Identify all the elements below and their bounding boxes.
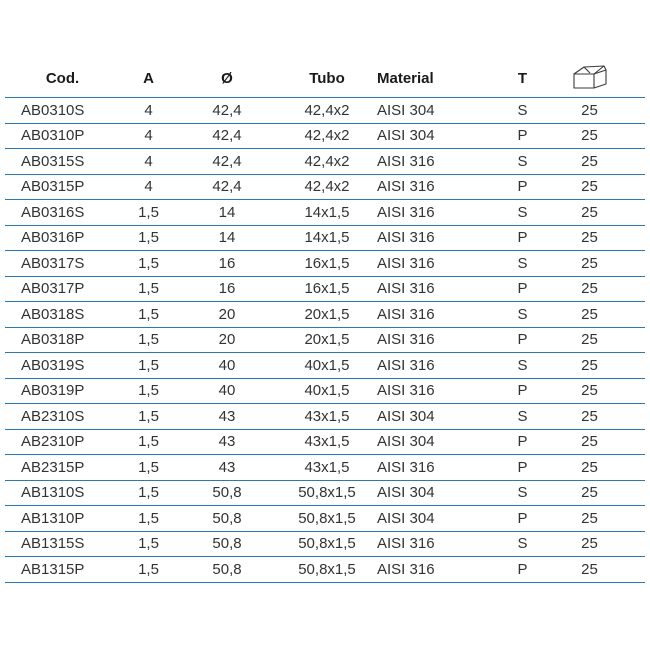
product-spec-table [5,60,645,583]
cell-code: AB0317S [5,251,120,277]
cell-package-qty: 25 [560,480,645,506]
cell-a: 4 [120,98,177,124]
cell-tubo: 43x1,5 [277,429,377,455]
cell-code: AB0310P [5,123,120,149]
table-row [5,225,645,251]
cell-type: S [485,404,560,430]
table-row [5,251,645,277]
cell-type: S [485,98,560,124]
cell-material: AISI 316 [377,251,485,277]
cell-material: AISI 316 [377,557,485,583]
cell-material: AISI 304 [377,404,485,430]
cell-code: AB0319S [5,353,120,379]
cell-material: AISI 304 [377,506,485,532]
cell-tubo: 16x1,5 [277,251,377,277]
cell-diameter: 43 [177,404,277,430]
cell-tubo: 43x1,5 [277,455,377,481]
table-row [5,378,645,404]
cell-tubo: 50,8x1,5 [277,531,377,557]
table-row [5,123,645,149]
cell-a: 1,5 [120,480,177,506]
cell-package-qty: 25 [560,404,645,430]
package-box-icon [570,64,610,94]
cell-a: 1,5 [120,506,177,532]
cell-tubo: 40x1,5 [277,353,377,379]
cell-type: P [485,557,560,583]
cell-a: 1,5 [120,404,177,430]
cell-material: AISI 316 [377,455,485,481]
cell-tubo: 50,8x1,5 [277,506,377,532]
cell-type: P [485,174,560,200]
cell-package-qty: 25 [560,378,645,404]
cell-diameter: 16 [177,276,277,302]
cell-material: AISI 316 [377,302,485,328]
cell-type: P [485,123,560,149]
cell-code: AB0319P [5,378,120,404]
header-code: Cod. [5,60,120,98]
cell-code: AB1315S [5,531,120,557]
cell-package-qty: 25 [560,174,645,200]
cell-tubo: 43x1,5 [277,404,377,430]
cell-type: S [485,480,560,506]
cell-tubo: 16x1,5 [277,276,377,302]
cell-material: AISI 316 [377,200,485,226]
cell-package-qty: 25 [560,225,645,251]
cell-material: AISI 316 [377,327,485,353]
cell-code: AB1310P [5,506,120,532]
cell-type: S [485,531,560,557]
cell-a: 1,5 [120,200,177,226]
table-row [5,404,645,430]
table-row [5,531,645,557]
cell-tubo: 42,4x2 [277,98,377,124]
cell-material: AISI 316 [377,149,485,175]
cell-diameter: 40 [177,353,277,379]
cell-package-qty: 25 [560,353,645,379]
cell-material: AISI 316 [377,225,485,251]
cell-a: 1,5 [120,531,177,557]
cell-diameter: 40 [177,378,277,404]
cell-package-qty: 25 [560,251,645,277]
cell-diameter: 42,4 [177,123,277,149]
cell-code: AB1310S [5,480,120,506]
cell-tubo: 50,8x1,5 [277,480,377,506]
cell-package-qty: 25 [560,123,645,149]
cell-diameter: 20 [177,327,277,353]
cell-diameter: 50,8 [177,531,277,557]
table-row [5,276,645,302]
header-diameter: Ø [177,60,277,98]
cell-type: P [485,455,560,481]
cell-a: 1,5 [120,429,177,455]
cell-type: P [485,327,560,353]
table-row [5,480,645,506]
cell-code: AB2310S [5,404,120,430]
cell-type: P [485,276,560,302]
cell-material: AISI 316 [377,353,485,379]
table-row [5,174,645,200]
table-row [5,149,645,175]
cell-package-qty: 25 [560,149,645,175]
cell-a: 4 [120,149,177,175]
cell-a: 1,5 [120,327,177,353]
cell-a: 4 [120,174,177,200]
cell-tubo: 14x1,5 [277,225,377,251]
cell-a: 1,5 [120,353,177,379]
cell-code: AB2310P [5,429,120,455]
cell-package-qty: 25 [560,200,645,226]
table-row [5,557,645,583]
cell-tubo: 20x1,5 [277,302,377,328]
cell-code: AB0316P [5,225,120,251]
cell-diameter: 20 [177,302,277,328]
cell-material: AISI 304 [377,98,485,124]
cell-diameter: 43 [177,455,277,481]
cell-a: 1,5 [120,455,177,481]
cell-tubo: 50,8x1,5 [277,557,377,583]
cell-diameter: 42,4 [177,149,277,175]
cell-type: S [485,251,560,277]
cell-tubo: 14x1,5 [277,200,377,226]
header-t: T [485,60,560,98]
cell-code: AB0310S [5,98,120,124]
cell-tubo: 42,4x2 [277,149,377,175]
cell-diameter: 50,8 [177,557,277,583]
cell-code: AB0317P [5,276,120,302]
cell-code: AB0318P [5,327,120,353]
header-a: A [120,60,177,98]
table-row [5,455,645,481]
cell-material: AISI 316 [377,276,485,302]
cell-diameter: 14 [177,225,277,251]
cell-package-qty: 25 [560,506,645,532]
table-row [5,506,645,532]
table-row [5,98,645,124]
cell-type: S [485,302,560,328]
cell-material: AISI 304 [377,123,485,149]
cell-diameter: 42,4 [177,174,277,200]
cell-package-qty: 25 [560,455,645,481]
cell-material: AISI 304 [377,480,485,506]
cell-code: AB0315P [5,174,120,200]
cell-package-qty: 25 [560,327,645,353]
header-material: Material [377,60,485,98]
cell-code: AB1315P [5,557,120,583]
cell-code: AB2315P [5,455,120,481]
cell-package-qty: 25 [560,531,645,557]
cell-a: 1,5 [120,557,177,583]
table-row [5,200,645,226]
cell-type: S [485,149,560,175]
cell-a: 1,5 [120,302,177,328]
cell-package-qty: 25 [560,302,645,328]
cell-material: AISI 316 [377,531,485,557]
cell-tubo: 42,4x2 [277,123,377,149]
cell-diameter: 43 [177,429,277,455]
cell-type: P [485,506,560,532]
cell-diameter: 16 [177,251,277,277]
cell-type: P [485,225,560,251]
cell-code: AB0315S [5,149,120,175]
header-package [560,60,645,98]
cell-type: P [485,429,560,455]
cell-material: AISI 316 [377,174,485,200]
table-row [5,429,645,455]
cell-diameter: 50,8 [177,506,277,532]
cell-material: AISI 316 [377,378,485,404]
cell-a: 1,5 [120,225,177,251]
table-row [5,353,645,379]
table-row [5,302,645,328]
header-tubo: Tubo [277,60,377,98]
cell-package-qty: 25 [560,557,645,583]
cell-a: 1,5 [120,251,177,277]
table-row [5,327,645,353]
cell-type: P [485,378,560,404]
cell-tubo: 42,4x2 [277,174,377,200]
cell-type: S [485,200,560,226]
cell-code: AB0316S [5,200,120,226]
cell-material: AISI 304 [377,429,485,455]
cell-tubo: 40x1,5 [277,378,377,404]
table-header-row [5,60,645,98]
cell-package-qty: 25 [560,276,645,302]
cell-code: AB0318S [5,302,120,328]
cell-diameter: 50,8 [177,480,277,506]
cell-a: 4 [120,123,177,149]
cell-tubo: 20x1,5 [277,327,377,353]
cell-package-qty: 25 [560,429,645,455]
cell-diameter: 42,4 [177,98,277,124]
cell-package-qty: 25 [560,98,645,124]
cell-a: 1,5 [120,276,177,302]
cell-a: 1,5 [120,378,177,404]
cell-type: S [485,353,560,379]
cell-diameter: 14 [177,200,277,226]
